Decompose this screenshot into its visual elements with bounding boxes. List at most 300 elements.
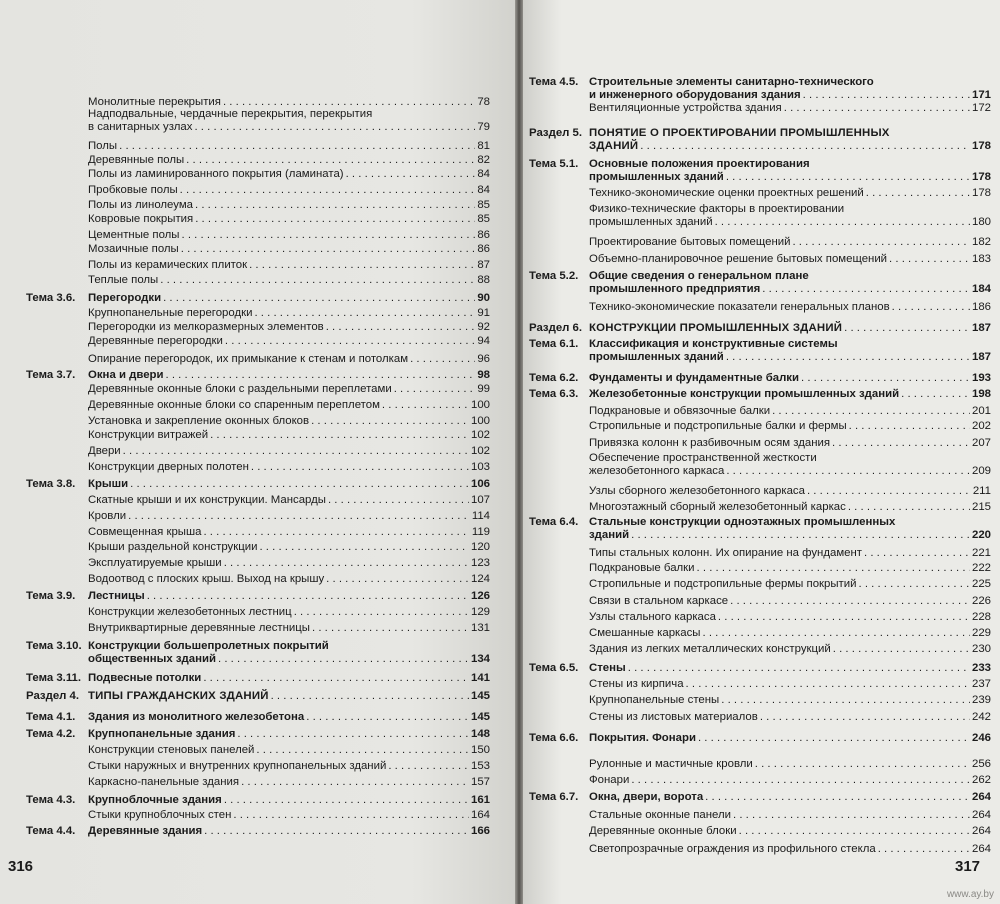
toc-entry-page: 222: [971, 562, 991, 574]
toc-entry: [26, 108, 490, 134]
toc-entry-title-line: Основные положения проектирования: [589, 158, 810, 170]
toc-entry: [529, 595, 991, 608]
toc-entry-title-line: Крупноблочные здания: [88, 794, 222, 806]
toc-entry: [26, 825, 490, 838]
toc-entry: [529, 187, 991, 200]
toc-entry-page: 81: [477, 140, 490, 152]
dot-leader: [832, 437, 970, 450]
toc-entry: [26, 573, 490, 586]
toc-entry: [529, 420, 991, 433]
toc-entry-page: 221: [971, 547, 991, 559]
toc-entry-title-line: Деревянные оконные блоки с раздельными переплетами: [88, 383, 392, 395]
toc-entry-title-line: Совмещенная крыша: [88, 526, 202, 538]
toc-entry-title-line: Надподвальные, чердачные перекрытия, перекрытия: [88, 108, 373, 120]
toc-entry: [529, 694, 991, 707]
toc-entry: [529, 485, 991, 498]
dot-leader: [119, 140, 475, 153]
toc-entry-title-line: Узлы сборного железобетонного каркаса: [589, 485, 805, 497]
dot-leader: [382, 399, 469, 412]
toc-entry: [529, 611, 991, 624]
toc-entry-page: 129: [470, 606, 490, 618]
toc-entry-title-line: Водоотвод с плоских крыш. Выход на крышу: [88, 573, 325, 585]
toc-entry-title-line: Рулонные и мастичные кровли: [589, 758, 753, 770]
toc-entry-title-line: и инженерного оборудования здания: [589, 89, 801, 101]
toc-entry-title-line: Полы из линолеума: [88, 199, 193, 211]
toc-entry-title-line: Стропильные и подстропильные балки и фермы: [589, 420, 847, 432]
toc-entry-title-line: Технико-экономические показатели генеральных планов: [589, 301, 890, 313]
toc-entry: [26, 229, 490, 242]
toc-entry-title-line: Проектирование бытовых помещений: [589, 236, 791, 248]
toc-entry: [26, 383, 490, 396]
toc-entry-title-line: Деревянные оконные блоки со спаренным переплетом: [88, 399, 380, 411]
dot-leader: [180, 184, 476, 197]
toc-entry: [26, 711, 490, 724]
toc-entry-page: 171: [971, 89, 991, 101]
dot-leader: [640, 140, 970, 153]
toc-entry: [529, 203, 991, 229]
toc-entry: [529, 732, 991, 745]
toc-entry: [26, 307, 490, 320]
toc-entry: [26, 760, 490, 773]
dot-leader: [762, 283, 970, 296]
toc-entry-title-line: Конструкции большепролетных покрытий: [88, 640, 329, 652]
toc-entry-page: 114: [471, 510, 490, 522]
dot-leader: [889, 253, 970, 266]
toc-entry-title-line: промышленных зданий: [589, 351, 724, 363]
toc-entry: [26, 429, 490, 442]
toc-entry-page: 264: [971, 825, 991, 837]
dot-leader: [203, 672, 469, 685]
toc-entry-title-line: Деревянные перегородки: [88, 335, 223, 347]
toc-entry-page: 184: [971, 283, 991, 295]
toc-entry-title-line: Здания из монолитного железобетона: [88, 711, 305, 723]
toc-entry-page: 131: [470, 622, 490, 634]
toc-entry-page: 148: [470, 728, 490, 740]
dot-leader: [784, 102, 970, 115]
toc-entry: [26, 672, 490, 685]
dot-leader: [631, 774, 970, 787]
toc-entry-title-line: зданий: [589, 529, 630, 541]
toc-entry-label: Тема 5.1.: [529, 158, 579, 170]
dot-leader: [844, 322, 970, 335]
toc-entry-page: 79: [477, 121, 490, 133]
dot-leader: [195, 199, 475, 212]
toc-entry-label: Тема 4.3.: [26, 794, 76, 806]
dot-leader: [249, 259, 475, 272]
toc-entry: [529, 678, 991, 691]
toc-entry-title-line: ТИПЫ ГРАЖДАНСКИХ ЗДАНИЙ: [88, 690, 269, 702]
toc-entry-page: 85: [477, 199, 490, 211]
toc-entry: [26, 541, 490, 554]
toc-entry-title-line: ЗДАНИЙ: [589, 140, 639, 152]
toc-entry-page: 82: [477, 154, 490, 166]
dot-leader: [224, 794, 469, 807]
dot-leader: [733, 809, 970, 822]
toc-entry-title-line: Обеспечение пространственной жесткости: [589, 452, 817, 464]
toc-entry-page: 182: [971, 236, 991, 248]
toc-entry-title-line: Объемно-планировочное решение бытовых помещений: [589, 253, 888, 265]
toc-entry: [529, 516, 991, 542]
dot-leader: [204, 825, 469, 838]
dot-leader: [182, 229, 476, 242]
watermark: www.ay.by: [946, 889, 994, 900]
toc-entry: [26, 369, 490, 382]
dot-leader: [306, 711, 469, 724]
dot-leader: [715, 216, 970, 229]
toc-entry-label: Тема 4.4.: [26, 825, 76, 837]
toc-entry-page: 124: [470, 573, 490, 585]
toc-entry-page: 193: [971, 372, 991, 384]
toc-entry-page: 119: [471, 526, 490, 538]
right-page: [523, 0, 1000, 904]
toc-entry-title-line: промышленных зданий: [589, 216, 713, 228]
toc-entry-title-line: Эксплуатируемые крыши: [88, 557, 222, 569]
toc-entry: [529, 809, 991, 822]
toc-entry: [26, 154, 490, 167]
dot-leader: [328, 494, 469, 507]
toc-entry-label: Тема 3.6.: [26, 292, 76, 304]
toc-entry-title-line: Деревянные оконные блоки: [589, 825, 737, 837]
dot-leader: [237, 728, 469, 741]
toc-entry-page: 202: [971, 420, 991, 432]
dot-leader: [901, 388, 970, 401]
dot-leader: [878, 843, 970, 856]
toc-entry-title-line: Полы из керамических плиток: [88, 259, 248, 271]
toc-entry: [26, 461, 490, 474]
dot-leader: [697, 562, 970, 575]
toc-entry-title-line: Покрытия. Фонари: [589, 732, 696, 744]
toc-entry-title-line: Здания из легких металлических конструкций: [589, 643, 831, 655]
toc-entry-title-line: Крупнопанельные здания: [88, 728, 236, 740]
toc-entry: [26, 526, 490, 539]
toc-entry-page: 134: [470, 653, 490, 665]
toc-entry: [529, 301, 991, 314]
toc-entry: [26, 168, 490, 181]
toc-entry: [529, 322, 991, 335]
toc-entry-title-line: Конструкции витражей: [88, 429, 209, 441]
toc-entry: [26, 510, 490, 523]
toc-entry: [26, 622, 490, 635]
toc-entry-title-line: Стыки крупноблочных стен: [88, 809, 232, 821]
dot-leader: [755, 758, 970, 771]
toc-entry-label: Раздел 5.: [529, 127, 583, 139]
toc-entry: [26, 199, 490, 212]
toc-entry-page: 183: [971, 253, 991, 265]
dot-leader: [388, 760, 469, 773]
dot-leader: [294, 606, 469, 619]
dot-leader: [718, 611, 970, 624]
toc-entry: [26, 590, 490, 603]
toc-entry-title-line: Перегородки: [88, 292, 162, 304]
toc-entry-title-line: Конструкции стеновых панелей: [88, 744, 255, 756]
toc-entry-page: 228: [971, 611, 991, 623]
toc-entry-title-line: Двери: [88, 445, 121, 457]
toc-entry-title-line: Цементные полы: [88, 229, 180, 241]
toc-entry-page: 242: [971, 711, 991, 723]
toc-entry: [529, 253, 991, 266]
toc-entry-title-line: Классификация и конструктивные системы: [589, 338, 838, 350]
toc-entry-title-line: ПОНЯТИЕ О ПРОЕКТИРОВАНИИ ПРОМЫШЛЕННЫХ: [589, 127, 890, 139]
dot-leader: [271, 690, 469, 703]
dot-leader: [256, 744, 469, 757]
toc-entry: [529, 758, 991, 771]
toc-entry: [26, 213, 490, 226]
toc-entry: [529, 236, 991, 249]
toc-entry-title-line: Деревянные полы: [88, 154, 185, 166]
toc-entry-title-line: Перегородки из мелкоразмерных элементов: [88, 321, 324, 333]
toc-entry-title-line: Крупнопанельные стены: [589, 694, 720, 706]
toc-entry-page: 85: [477, 213, 490, 225]
toc-entry-page: 256: [971, 758, 991, 770]
toc-entry-title-line: Подкрановые балки: [589, 562, 695, 574]
toc-entry: [26, 259, 490, 272]
toc-entry-title-line: Подвесные потолки: [88, 672, 202, 684]
toc-entry-label: Тема 6.1.: [529, 338, 579, 350]
toc-entry-title-line: Связи в стальном каркасе: [589, 595, 729, 607]
toc-entry-title-line: Смешанные каркасы: [589, 627, 701, 639]
toc-entry-label: Тема 4.2.: [26, 728, 76, 740]
toc-entry-page: 180: [971, 216, 991, 228]
toc-entry: [529, 270, 991, 296]
toc-entry-title-line: Деревянные здания: [88, 825, 203, 837]
toc-entry-title-line: Полы из ламинированного покрытия (ламината): [88, 168, 344, 180]
toc-entry: [529, 774, 991, 787]
dot-leader: [166, 369, 476, 382]
toc-entry: [529, 791, 991, 804]
toc-entry-page: 264: [971, 843, 991, 855]
toc-entry-title-line: Опирание перегородок, их примыкание к стенам и потолкам: [88, 353, 409, 365]
toc-entry-page: 153: [470, 760, 490, 772]
dot-leader: [628, 662, 970, 675]
toc-entry-page: 145: [470, 690, 490, 702]
toc-entry-title-line: Кровли: [88, 510, 127, 522]
toc-entry: [26, 794, 490, 807]
toc-entry-page: 84: [477, 168, 490, 180]
dot-leader: [130, 478, 469, 491]
toc-entry-page: 90: [477, 292, 490, 304]
dot-leader: [721, 694, 970, 707]
toc-entry-label: Тема 6.4.: [529, 516, 579, 528]
toc-entry-title-line: Стены: [589, 662, 626, 674]
toc-entry-title-line: Монолитные перекрытия: [88, 96, 221, 108]
toc-entry: [26, 321, 490, 334]
toc-entry: [529, 372, 991, 385]
toc-entry: [26, 494, 490, 507]
toc-entry-title-line: промышленных зданий: [589, 171, 724, 183]
dot-leader: [225, 335, 475, 348]
toc-entry-title-line: Вентиляционные устройства здания: [589, 102, 782, 114]
toc-entry-title-line: Крыши раздельной конструкции: [88, 541, 258, 553]
toc-entry-label: Тема 4.1.: [26, 711, 76, 723]
toc-entry-page: 172: [971, 102, 991, 114]
toc-entry-title-line: Лестницы: [88, 590, 145, 602]
dot-leader: [147, 590, 469, 603]
toc-entry-title-line: Окна, двери, ворота: [589, 791, 704, 803]
dot-leader: [858, 578, 970, 591]
toc-entry-page: 237: [971, 678, 991, 690]
toc-entry-page: 229: [971, 627, 991, 639]
toc-entry-label: Тема 3.10.: [26, 640, 82, 652]
toc-entry-page: 164: [470, 809, 490, 821]
toc-entry-page: 150: [470, 744, 490, 756]
toc-entry-title-line: Общие сведения о генеральном плане: [589, 270, 809, 282]
toc-entry: [529, 662, 991, 675]
dot-leader: [218, 653, 469, 666]
toc-entry: [529, 578, 991, 591]
toc-entry: [26, 809, 490, 822]
toc-entry-title-line: Стыки наружных и внутренних крупнопанельных зданий: [88, 760, 387, 772]
toc-entry-label: Тема 6.5.: [529, 662, 579, 674]
toc-entry: [529, 405, 991, 418]
toc-entry: [26, 690, 490, 703]
toc-entry-page: 100: [470, 399, 490, 411]
toc-entry-title-line: Стены из кирпича: [589, 678, 684, 690]
dot-leader: [160, 274, 475, 287]
dot-leader: [312, 622, 469, 635]
dot-leader: [801, 372, 970, 385]
toc-entry-page: 98: [477, 369, 490, 381]
toc-entry: [529, 843, 991, 856]
toc-entry-title-line: Технико-экономические оценки проектных решений: [589, 187, 864, 199]
toc-entry: [26, 728, 490, 741]
toc-entry: [26, 353, 490, 366]
toc-entry-title-line: Мозаичные полы: [88, 243, 179, 255]
dot-leader: [864, 547, 970, 560]
toc-entry-title-line: Крупнопанельные перегородки: [88, 307, 253, 319]
toc-entry-page: 178: [971, 171, 991, 183]
toc-entry-page: 207: [971, 437, 991, 449]
toc-entry: [26, 744, 490, 757]
toc-entry-page: 187: [971, 351, 991, 363]
toc-entry-title-line: Фундаменты и фундаментные балки: [589, 372, 800, 384]
dot-leader: [703, 627, 970, 640]
toc-entry: [529, 127, 991, 153]
dot-leader: [760, 711, 970, 724]
toc-entry-title-line: Крыши: [88, 478, 129, 490]
dot-leader: [803, 89, 970, 102]
left-page-number: 316: [8, 858, 34, 875]
toc-entry: [26, 478, 490, 491]
dot-leader: [233, 809, 469, 822]
toc-entry-title-line: Внутриквартирные деревянные лестницы: [88, 622, 310, 634]
toc-entry-title-line: Привязка колонн к разбивочным осям здания: [589, 437, 831, 449]
toc-entry-label: Тема 4.5.: [529, 76, 579, 88]
toc-entry: [26, 140, 490, 153]
toc-entry-title-line: Ковровые покрытия: [88, 213, 194, 225]
dot-leader: [326, 573, 469, 586]
toc-entry-title-line: железобетонного каркаса: [589, 465, 725, 477]
dot-leader: [726, 465, 970, 478]
toc-entry-page: 94: [477, 335, 490, 347]
toc-entry-label: Тема 3.9.: [26, 590, 76, 602]
toc-entry: [529, 338, 991, 364]
toc-entry-label: Тема 3.7.: [26, 369, 76, 381]
toc-entry-page: 157: [470, 776, 490, 788]
dot-leader: [186, 154, 475, 167]
toc-entry-title-line: Узлы стального каркаса: [589, 611, 716, 623]
toc-entry-page: 96: [477, 353, 490, 365]
toc-entry-label: Тема 3.11.: [26, 672, 82, 684]
toc-entry-page: 92: [477, 321, 490, 333]
toc-entry-title-line: Пробковые полы: [88, 184, 178, 196]
book-gutter: [515, 0, 523, 904]
toc-entry-title-line: в санитарных узлах: [88, 121, 193, 133]
dot-leader: [833, 643, 970, 656]
toc-entry-page: 220: [971, 529, 991, 541]
right-page-number: 317: [955, 858, 981, 875]
toc-entry: [529, 158, 991, 184]
toc-entry-page: 86: [477, 229, 490, 241]
toc-entry-page: 262: [971, 774, 991, 786]
toc-entry-page: 233: [971, 662, 991, 674]
toc-entry-title-line: Физико-технические факторы в проектировании: [589, 203, 845, 215]
toc-entry-title-line: Установка и закрепление оконных блоков: [88, 415, 310, 427]
dot-leader: [772, 405, 970, 418]
dot-leader: [866, 187, 970, 200]
toc-entry: [529, 711, 991, 724]
dot-leader: [259, 541, 469, 554]
toc-entry-page: 103: [470, 461, 490, 473]
toc-entry-title-line: Стальные конструкции одноэтажных промышленных: [589, 516, 896, 528]
toc-entry-page: 145: [470, 711, 490, 723]
toc-entry-page: 87: [477, 259, 490, 271]
toc-entry-page: 239: [971, 694, 991, 706]
toc-entry-page: 226: [971, 595, 991, 607]
toc-entry-page: 187: [971, 322, 991, 334]
dot-leader: [241, 776, 469, 789]
toc-entry: [529, 102, 991, 115]
dot-leader: [203, 526, 469, 539]
toc-entry-page: 178: [971, 140, 991, 152]
dot-leader: [163, 292, 475, 305]
toc-entry-page: 100: [470, 415, 490, 427]
toc-entry-title-line: Светопрозрачные ограждения из профильного стекла: [589, 843, 876, 855]
dot-leader: [210, 429, 469, 442]
toc-entry-page: 107: [470, 494, 490, 506]
toc-entry-page: 211: [972, 485, 991, 497]
toc-entry-page: 186: [971, 301, 991, 313]
toc-entry-page: 178: [971, 187, 991, 199]
dot-leader: [410, 353, 475, 366]
toc-entry-page: 264: [971, 809, 991, 821]
toc-entry-title-line: Железобетонные конструкции промышленных зданий: [589, 388, 900, 400]
toc-entry-page: 141: [470, 672, 490, 684]
dot-leader: [848, 501, 970, 514]
toc-entry-title-line: Конструкции дверных полотен: [88, 461, 249, 473]
toc-entry: [26, 292, 490, 305]
toc-entry-label: Раздел 6.: [529, 322, 583, 334]
toc-entry-label: Тема 6.6.: [529, 732, 579, 744]
toc-entry-title-line: Каркасно-панельные здания: [88, 776, 240, 788]
toc-entry: [26, 184, 490, 197]
toc-entry-page: 120: [470, 541, 490, 553]
dot-leader: [739, 825, 970, 838]
toc-entry-title-line: Полы: [88, 140, 118, 152]
right-toc-list: [523, 0, 1000, 904]
dot-leader: [311, 415, 469, 428]
toc-entry-title-line: Стены из листовых материалов: [589, 711, 758, 723]
toc-entry-title-line: Окна и двери: [88, 369, 164, 381]
toc-entry-title-line: Типы стальных колонн. Их опирание на фундамент: [589, 547, 863, 559]
dot-leader: [346, 168, 476, 181]
toc-entry: [529, 562, 991, 575]
toc-entry-label: Тема 6.3.: [529, 388, 579, 400]
dot-leader: [686, 678, 970, 691]
toc-entry-page: 246: [971, 732, 991, 744]
toc-entry-title-line: общественных зданий: [88, 653, 216, 665]
dot-leader: [128, 510, 470, 523]
dot-leader: [181, 243, 476, 256]
